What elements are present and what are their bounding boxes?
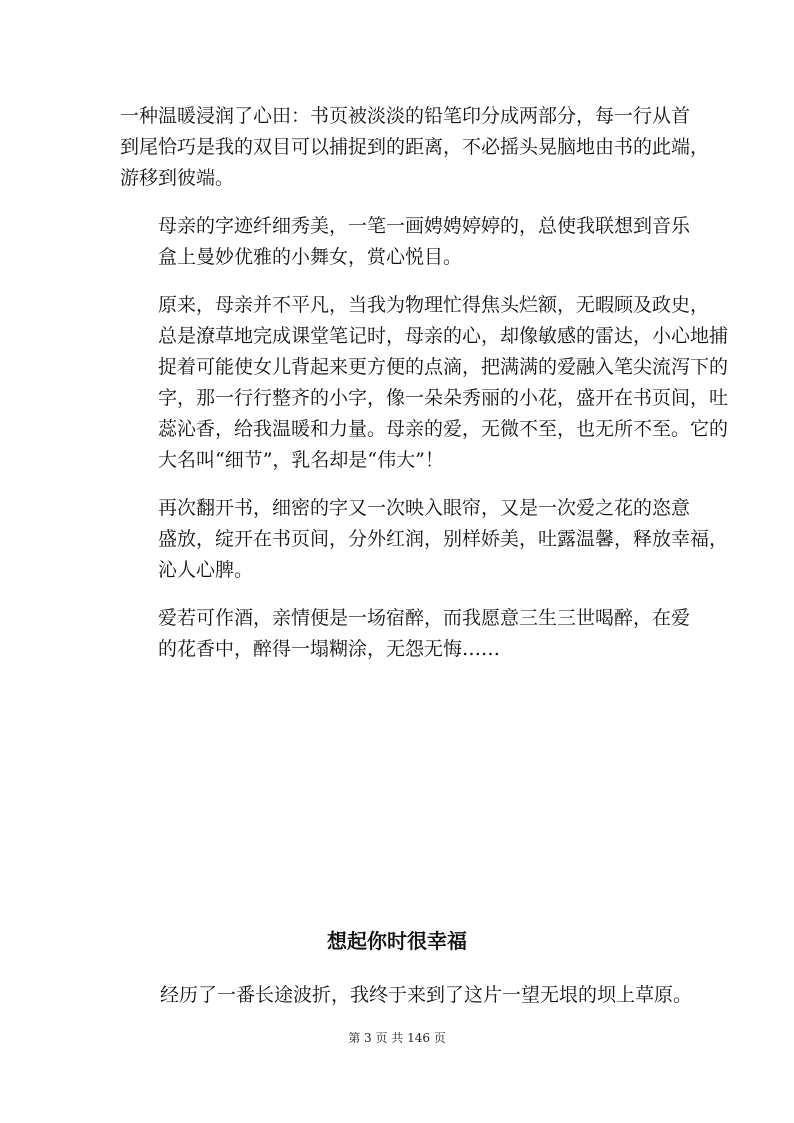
essay-title: 想起你时很幸福: [327, 929, 467, 953]
text-line: 捉着可能使女儿背起来更方便的点滴，把满满的爱融入笔尖流泻下的: [158, 356, 729, 378]
text-line: 蕊沁香，给我温暖和力量。母亲的爱，无微不至，也无所不至。它的: [158, 418, 729, 440]
paragraph: [120, 603, 691, 665]
page-footer: 第 3 页 共 146 页: [348, 1031, 446, 1045]
text-line: 盛放，绽开在书页间，分外红润，别样娇美，吐露温馨，释放幸福，: [158, 528, 729, 550]
paragraph: [120, 211, 691, 273]
text-line: 到尾恰巧是我的双目可以捕捉到的距离，不必摇头晃脑地由书的此端，: [120, 136, 710, 158]
text-line: 再次翻开书，细密的字又一次映入眼帘，又是一次爱之花的恣意: [158, 497, 691, 519]
text-line: 盒上曼妙优雅的小舞女，赏心悦目。: [158, 246, 463, 268]
paragraph: [120, 493, 729, 586]
text-line: 一种温暖浸润了心田：书页被淡淡的铅笔印分成两部分，每一行从首: [120, 105, 691, 127]
text-line: 的花香中，醉得一塌糊涂，无怨无悔……: [158, 638, 501, 660]
paragraph: [120, 101, 710, 194]
text-line: 大名叫“细节”，乳名却是“伟大”！: [158, 449, 444, 471]
text-line: 母亲的字迹纤细秀美，一笔一画娉娉婷婷的，总使我联想到音乐: [158, 215, 691, 237]
essay-intro-paragraph: 经历了一番长途波折，我终于来到了这片一望无垠的坝上草原。: [160, 984, 693, 1006]
paragraph: [120, 290, 729, 476]
text-line: 游移到彼端。: [120, 167, 235, 189]
essay-body: [120, 101, 729, 682]
text-line: 字，那一行行整齐的小字，像一朵朵秀丽的小花，盛开在书页间，吐: [158, 387, 729, 409]
text-line: 沁人心脾。: [158, 559, 254, 581]
text-line: 原来，母亲并不平凡，当我为物理忙得焦头烂额，无暇顾及政史，: [158, 294, 710, 316]
text-line: 爱若可作酒，亲情便是一场宿醉，而我愿意三生三世喝醉，在爱: [158, 607, 691, 629]
text-line: 总是潦草地完成课堂笔记时，母亲的心，却像敏感的雷达，小心地捕: [158, 325, 729, 347]
